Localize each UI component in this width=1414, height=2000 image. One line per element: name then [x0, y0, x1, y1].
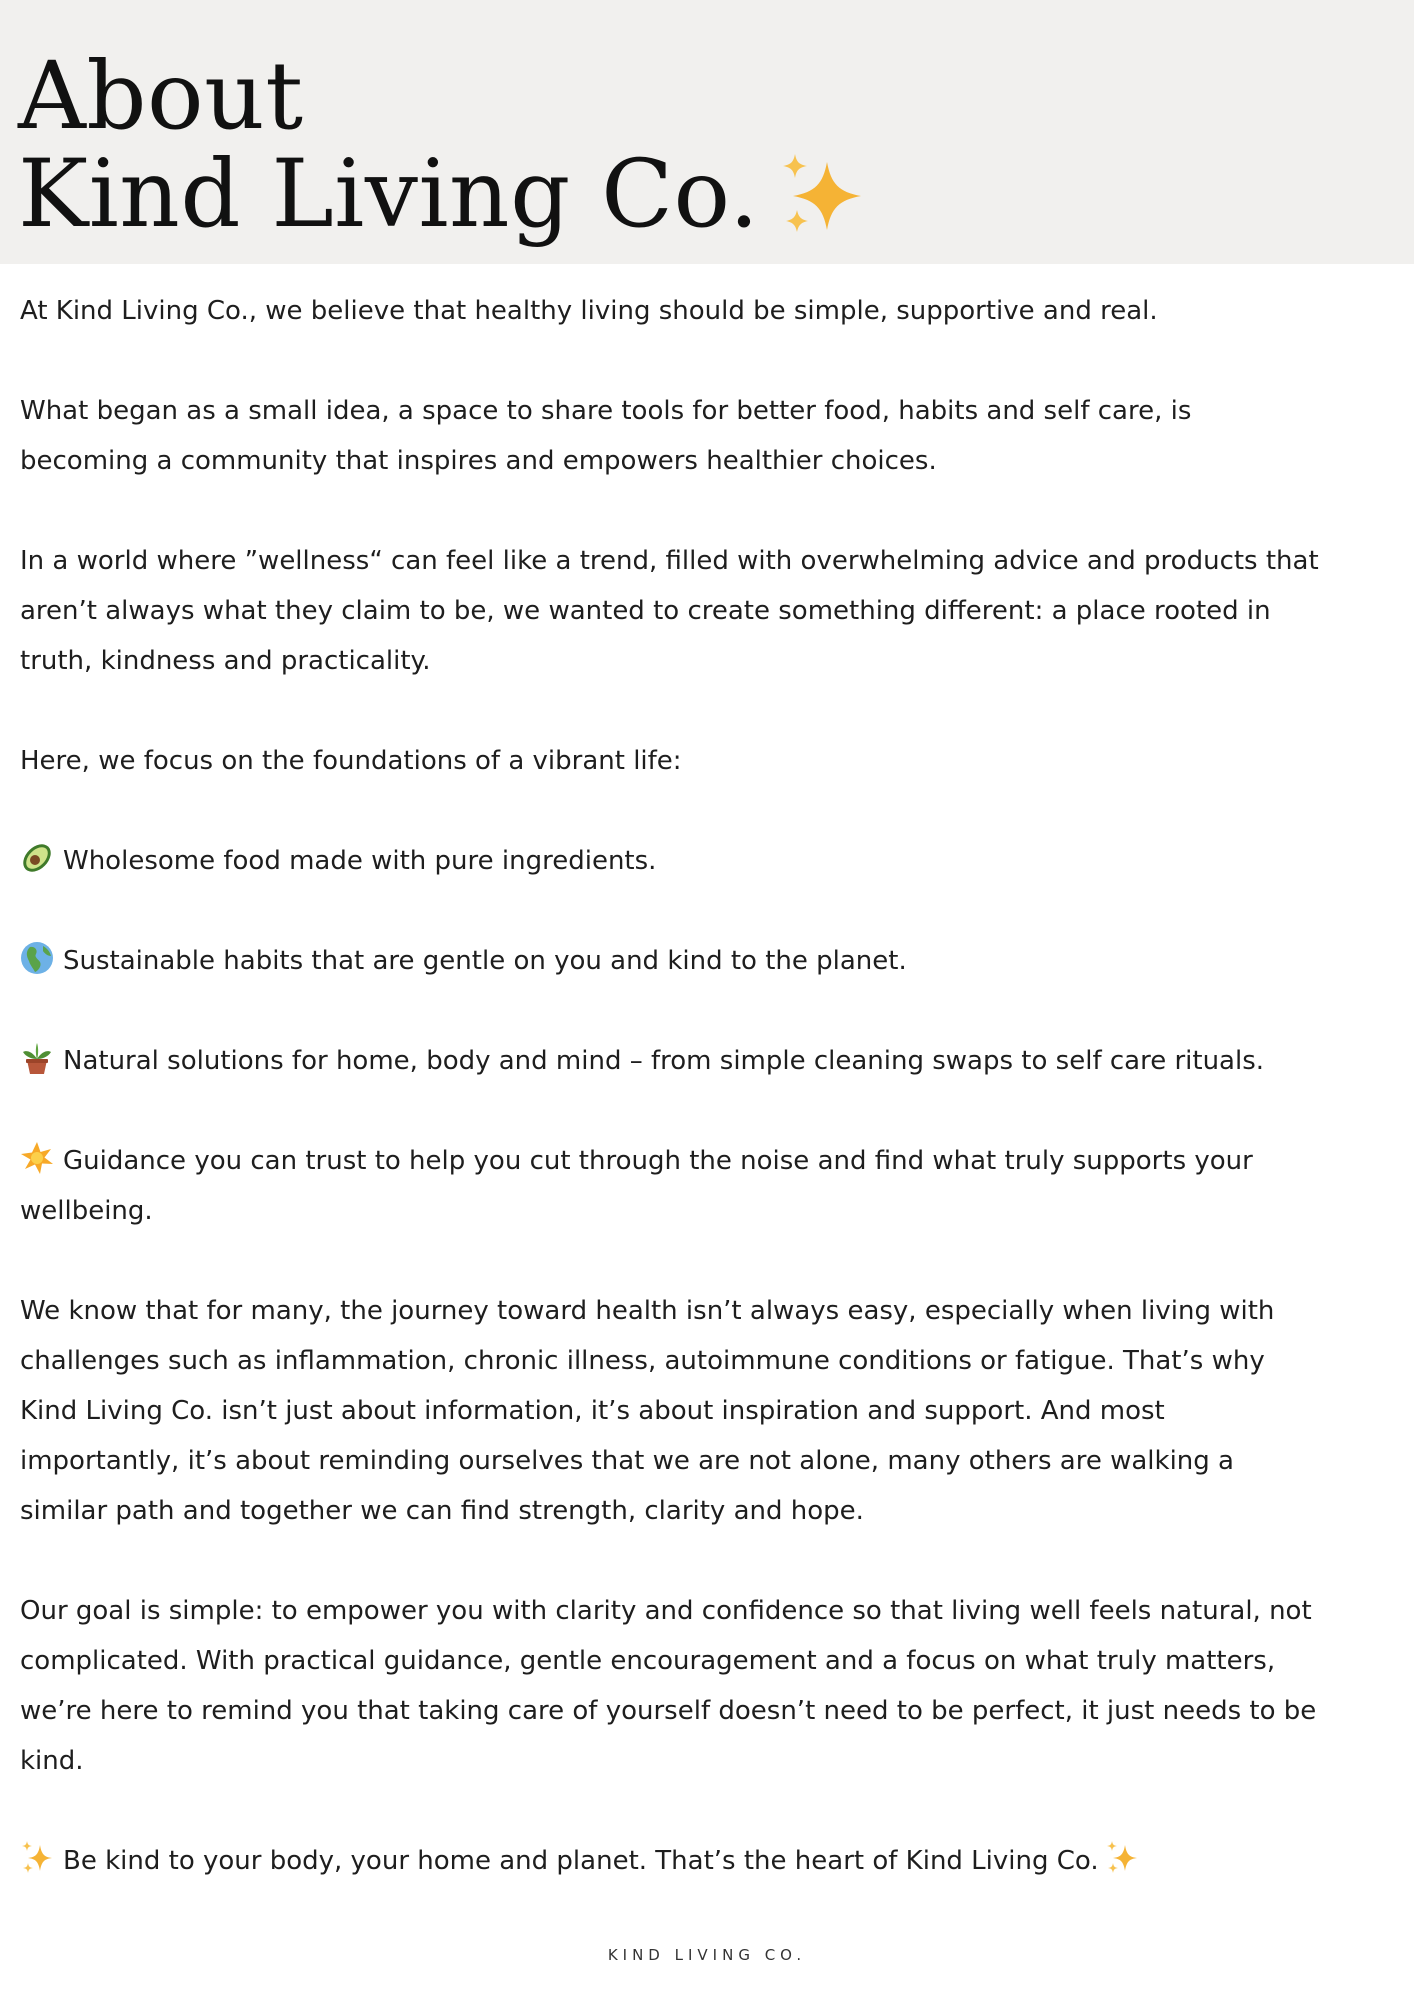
sparkles-icon [777, 154, 869, 238]
goal-paragraph: Our goal is simple: to empower you with clarity and confidence so that living well feels natural, not complicated. With practical guidance, gentle encouragement and a focus on what truly matters, we’re here to remind you that taking care of yourself doesn’t need to be perfect, it just needs to be kind. [20, 1596, 1317, 1776]
page-title-line-1: About [18, 42, 304, 151]
page-title-brand: Kind Living Co. [18, 140, 760, 249]
header-banner [0, 0, 1414, 264]
beginning-paragraph: What began as a small idea, a space to share tools for better food, habits and self care, is becoming a community that inspires and empowers healthier choices. [20, 396, 1192, 476]
focus-intro: Here, we focus on the foundations of a vibrant life: [20, 746, 682, 776]
closing-text: Be kind to your body, your home and planet. That’s the heart of Kind Living Co. [63, 1846, 1099, 1876]
globe-icon [20, 941, 54, 975]
foundation-text: Sustainable habits that are gentle on you and kind to the planet. [63, 946, 907, 976]
foundation-item-food [20, 836, 1320, 886]
sparkles-icon [20, 1841, 54, 1875]
avocado-icon [20, 841, 54, 875]
about-body [20, 286, 1320, 1886]
foundation-text: Wholesome food made with pure ingredients. [63, 846, 657, 876]
intro-paragraph: At Kind Living Co., we believe that healthy living should be simple, supportive and real. [20, 296, 1158, 326]
glowing-star-icon [20, 1141, 54, 1175]
foundation-item-natural [20, 1036, 1320, 1086]
potted-plant-icon [20, 1041, 54, 1075]
closing-line [20, 1836, 1320, 1886]
foundation-text: Natural solutions for home, body and mind – from simple cleaning swaps to self care rituals. [63, 1046, 1265, 1076]
sparkles-icon [1105, 1841, 1139, 1875]
foundation-item-habits [20, 936, 1320, 986]
journey-paragraph: We know that for many, the journey toward health isn’t always easy, especially when living with challenges such as inflammation, chronic illness, autoimmune conditions or fatigue. That’s why Kind Living Co. isn’t just about information, it’s about inspiration and support. And most importantly, it’s about reminding ourselves that we are not alone, many others are walking a similar path and together we can find strength, clarity and hope. [20, 1296, 1275, 1526]
foundation-text: Guidance you can trust to help you cut through the noise and find what truly supports your wellbeing. [20, 1146, 1253, 1226]
foundation-item-guidance [20, 1136, 1320, 1236]
world-paragraph: In a world where ”wellness“ can feel like a trend, filled with overwhelming advice and products that aren’t always what they claim to be, we wanted to create something different: a place rooted in truth, kindness and practicality. [20, 546, 1319, 676]
footer-brand: KIND LIVING CO. [607, 1946, 807, 1964]
page-title-line-2 [18, 140, 869, 249]
